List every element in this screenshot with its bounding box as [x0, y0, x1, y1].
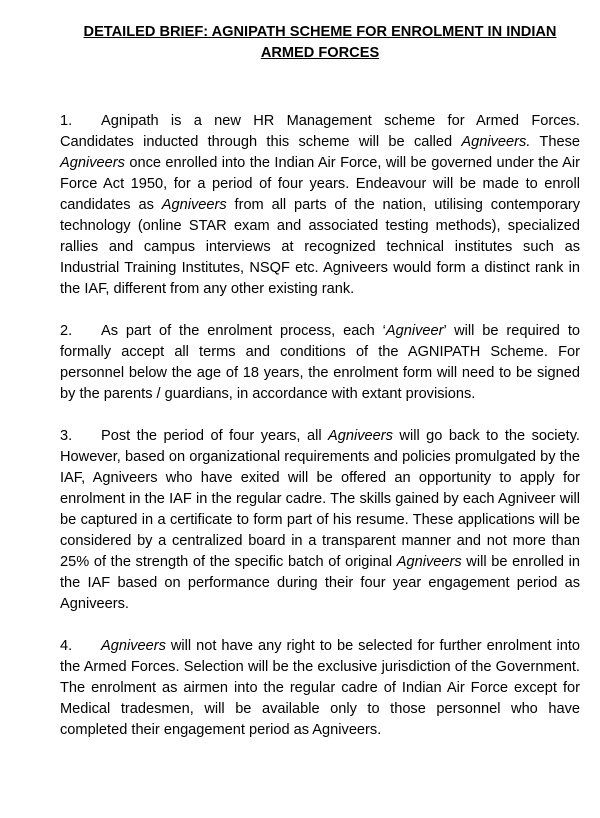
paragraph-text: Post the period of four years, all	[101, 428, 329, 444]
paragraph-number: 2.	[60, 323, 73, 339]
paragraph-number: 3.	[60, 428, 73, 444]
document-page	[60, 22, 580, 741]
paragraph-number: 1.	[60, 113, 73, 129]
paragraph-4	[60, 636, 580, 741]
paragraph-text: As part of the enrolment process, each ‘	[101, 323, 386, 339]
document-title-line-1: DETAILED BRIEF: AGNIPATH SCHEME FOR ENROLMENT IN INDIAN	[83, 24, 557, 40]
paragraph-text: from all parts of the nation, utilising contemporary technology (online STAR exam and associated testing methods), specialized rallies and campus interviews at recognized technical institutes such as Industrial Training Institutes, NSQF etc. Agniveers would form a distinct rank in the IAF, different from any other existing rank.	[60, 197, 580, 297]
paragraph-italic-text: Agniveers	[328, 428, 393, 444]
paragraph-text: will go back to the society. However, based on organizational requirements and policies promulgated by the IAF, Agniveers who have exited will be offered an opportunity to apply for enrolment in the IAF in the regular cadre. The skills gained by each Agniveer will be captured in a certificate to form part of his resume. These applications will be considered by a centralized board in a transparent manner and not more than 25% of the strength of the specific batch of original	[60, 428, 580, 570]
paragraph-2	[60, 321, 580, 405]
paragraph-italic-text: Agniveers	[60, 155, 125, 171]
paragraph-1	[60, 111, 580, 300]
paragraph-text: will not have any right to be selected for further enrolment into the Armed Forces. Selection will be the exclusive jurisdiction of the Government. The enrolment as airmen into the regular cadre of Indian Air Force except for Medical tradesmen, will be available only to those personnel who have completed their engagement period as Agniveers.	[60, 638, 580, 738]
paragraph-italic-text: Agniveers	[396, 554, 462, 570]
paragraph-text: once enrolled into the Indian Air Force, will be governed under the Air Force Act 1950, for a period of four years. Endeavour will be made to enroll candidates as	[60, 155, 580, 213]
paragraph-text: ’ will be required to formally accept all terms and conditions of the AGNIPATH Scheme. For personnel below the age of 18 years, the enrolment form will need to be signed by the parents / guardians, in accordance with extant provisions.	[60, 323, 580, 402]
paragraph-text: will be enrolled in the IAF based on performance during their four year engagement period as Agniveers.	[60, 554, 580, 612]
paragraph-italic-text: Agniveer	[385, 323, 444, 339]
paragraph-italic-text: Agniveers.	[461, 134, 531, 150]
paragraph-italic-text: Agniveers	[101, 638, 166, 654]
paragraph-text: Agnipath is a new HR Management scheme for Armed Forces. Candidates inducted through this scheme will be called	[60, 113, 580, 150]
paragraph-italic-text: Agniveers	[161, 197, 227, 213]
document-title-line-2: ARMED FORCES	[260, 45, 380, 61]
paragraph-number: 4.	[60, 638, 73, 654]
paragraph-text: These	[530, 134, 580, 150]
document-title	[60, 22, 580, 64]
paragraph-3	[60, 426, 580, 615]
